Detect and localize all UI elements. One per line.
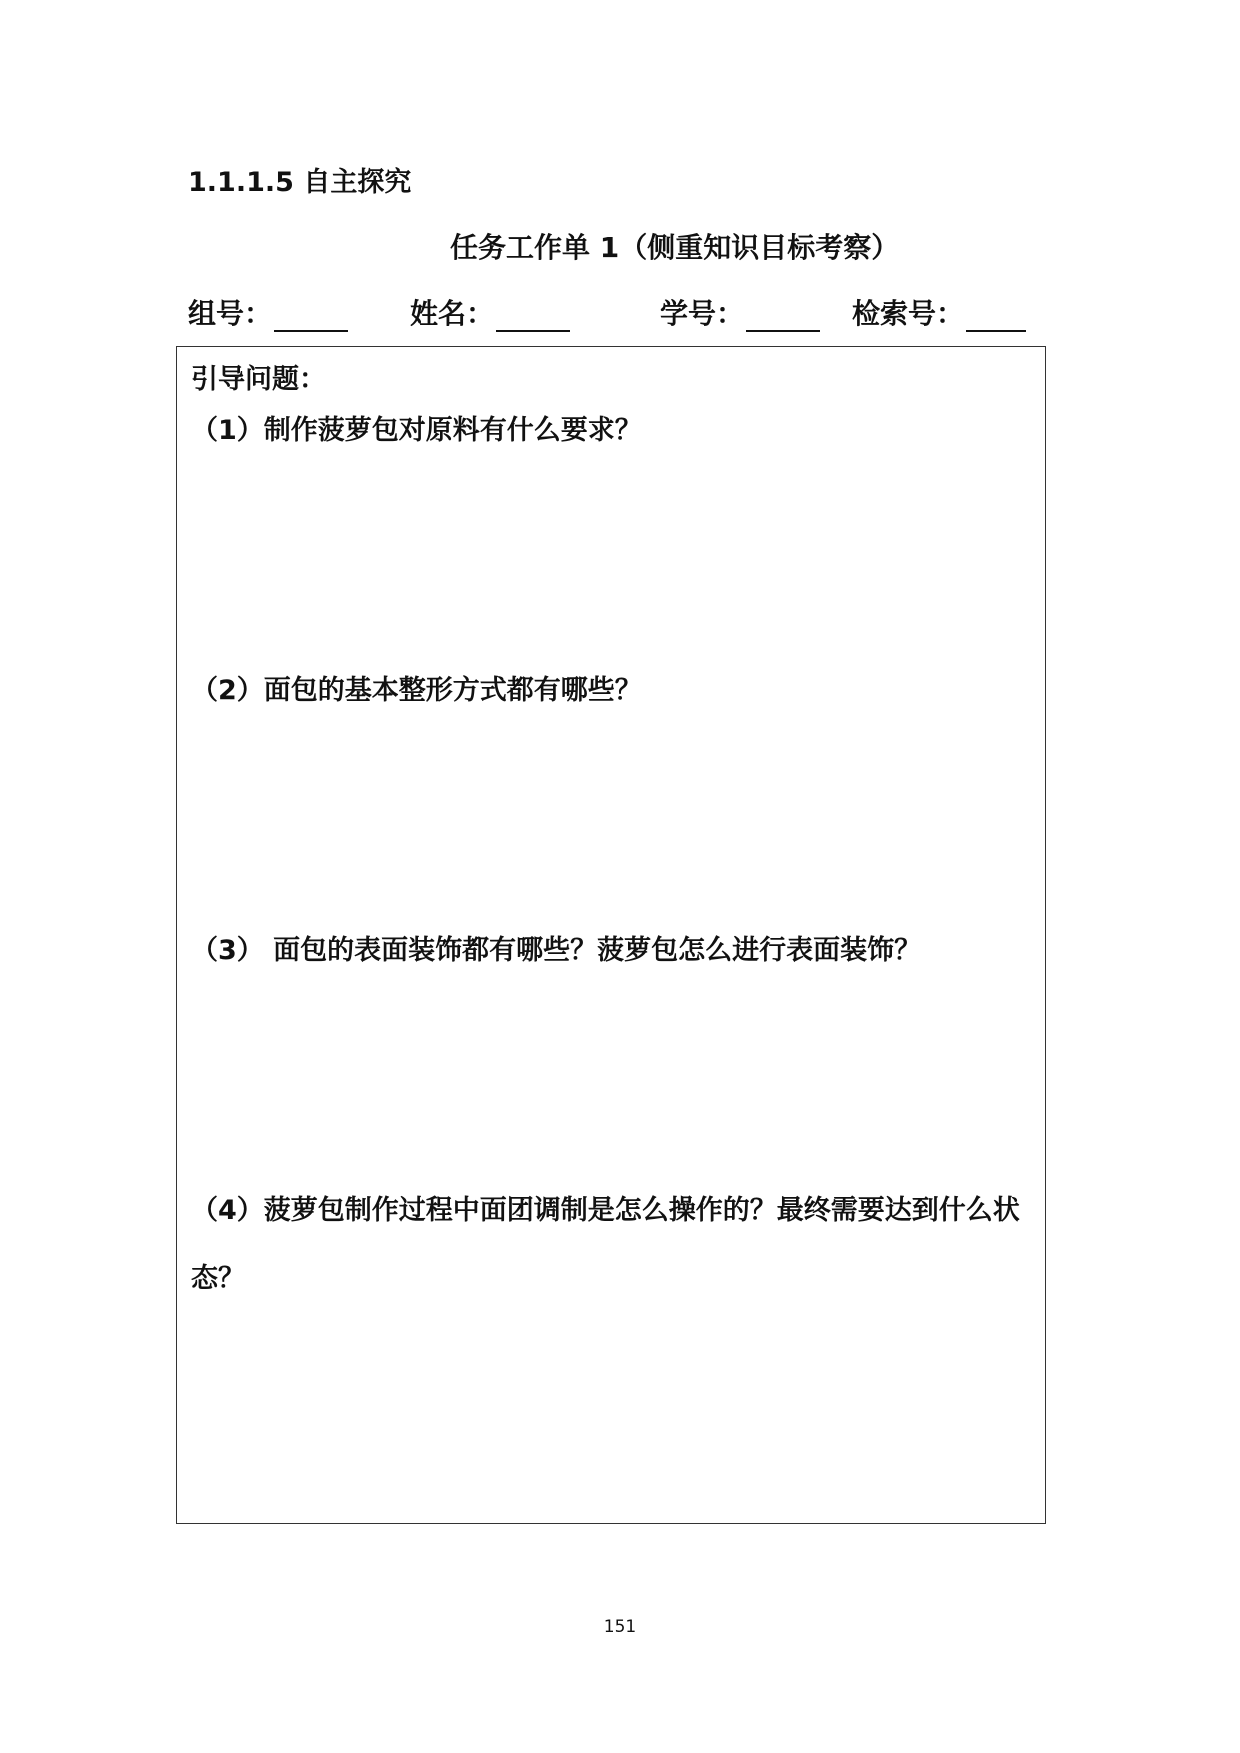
page-number: 151: [603, 1617, 637, 1637]
worksheet-title: 任务工作单 1（侧重知识目标考察）: [450, 231, 900, 264]
question-2: （2）面包的基本整形方式都有哪些？: [191, 675, 642, 706]
student-id-blank[interactable]: [746, 300, 820, 332]
section-heading: 1.1.1.5 自主探究: [188, 167, 412, 198]
name-blank[interactable]: [496, 300, 570, 332]
index-number-label: 检索号：: [852, 297, 965, 330]
student-id-field: [660, 296, 820, 332]
question-1: （1）制作菠萝包对原料有什么要求？: [191, 415, 642, 446]
index-number-field: [852, 296, 1026, 332]
name-field: [410, 296, 570, 332]
group-number-label: 组号：: [188, 297, 273, 330]
question-3: （3） 面包的表面装饰都有哪些？菠萝包怎么进行表面装饰？: [191, 935, 922, 966]
student-id-label: 学号：: [660, 297, 745, 330]
guiding-questions-box: [176, 346, 1046, 1524]
group-number-blank[interactable]: [274, 300, 348, 332]
guiding-questions-heading: 引导问题：: [191, 364, 326, 395]
name-label: 姓名：: [410, 297, 495, 330]
group-number-field: [188, 296, 348, 332]
question-4: （4）菠萝包制作过程中面团调制是怎么操作的？最终需要达到什么状态？: [191, 1195, 1020, 1294]
index-number-blank[interactable]: [966, 300, 1026, 332]
student-info-row: [0, 296, 1240, 336]
